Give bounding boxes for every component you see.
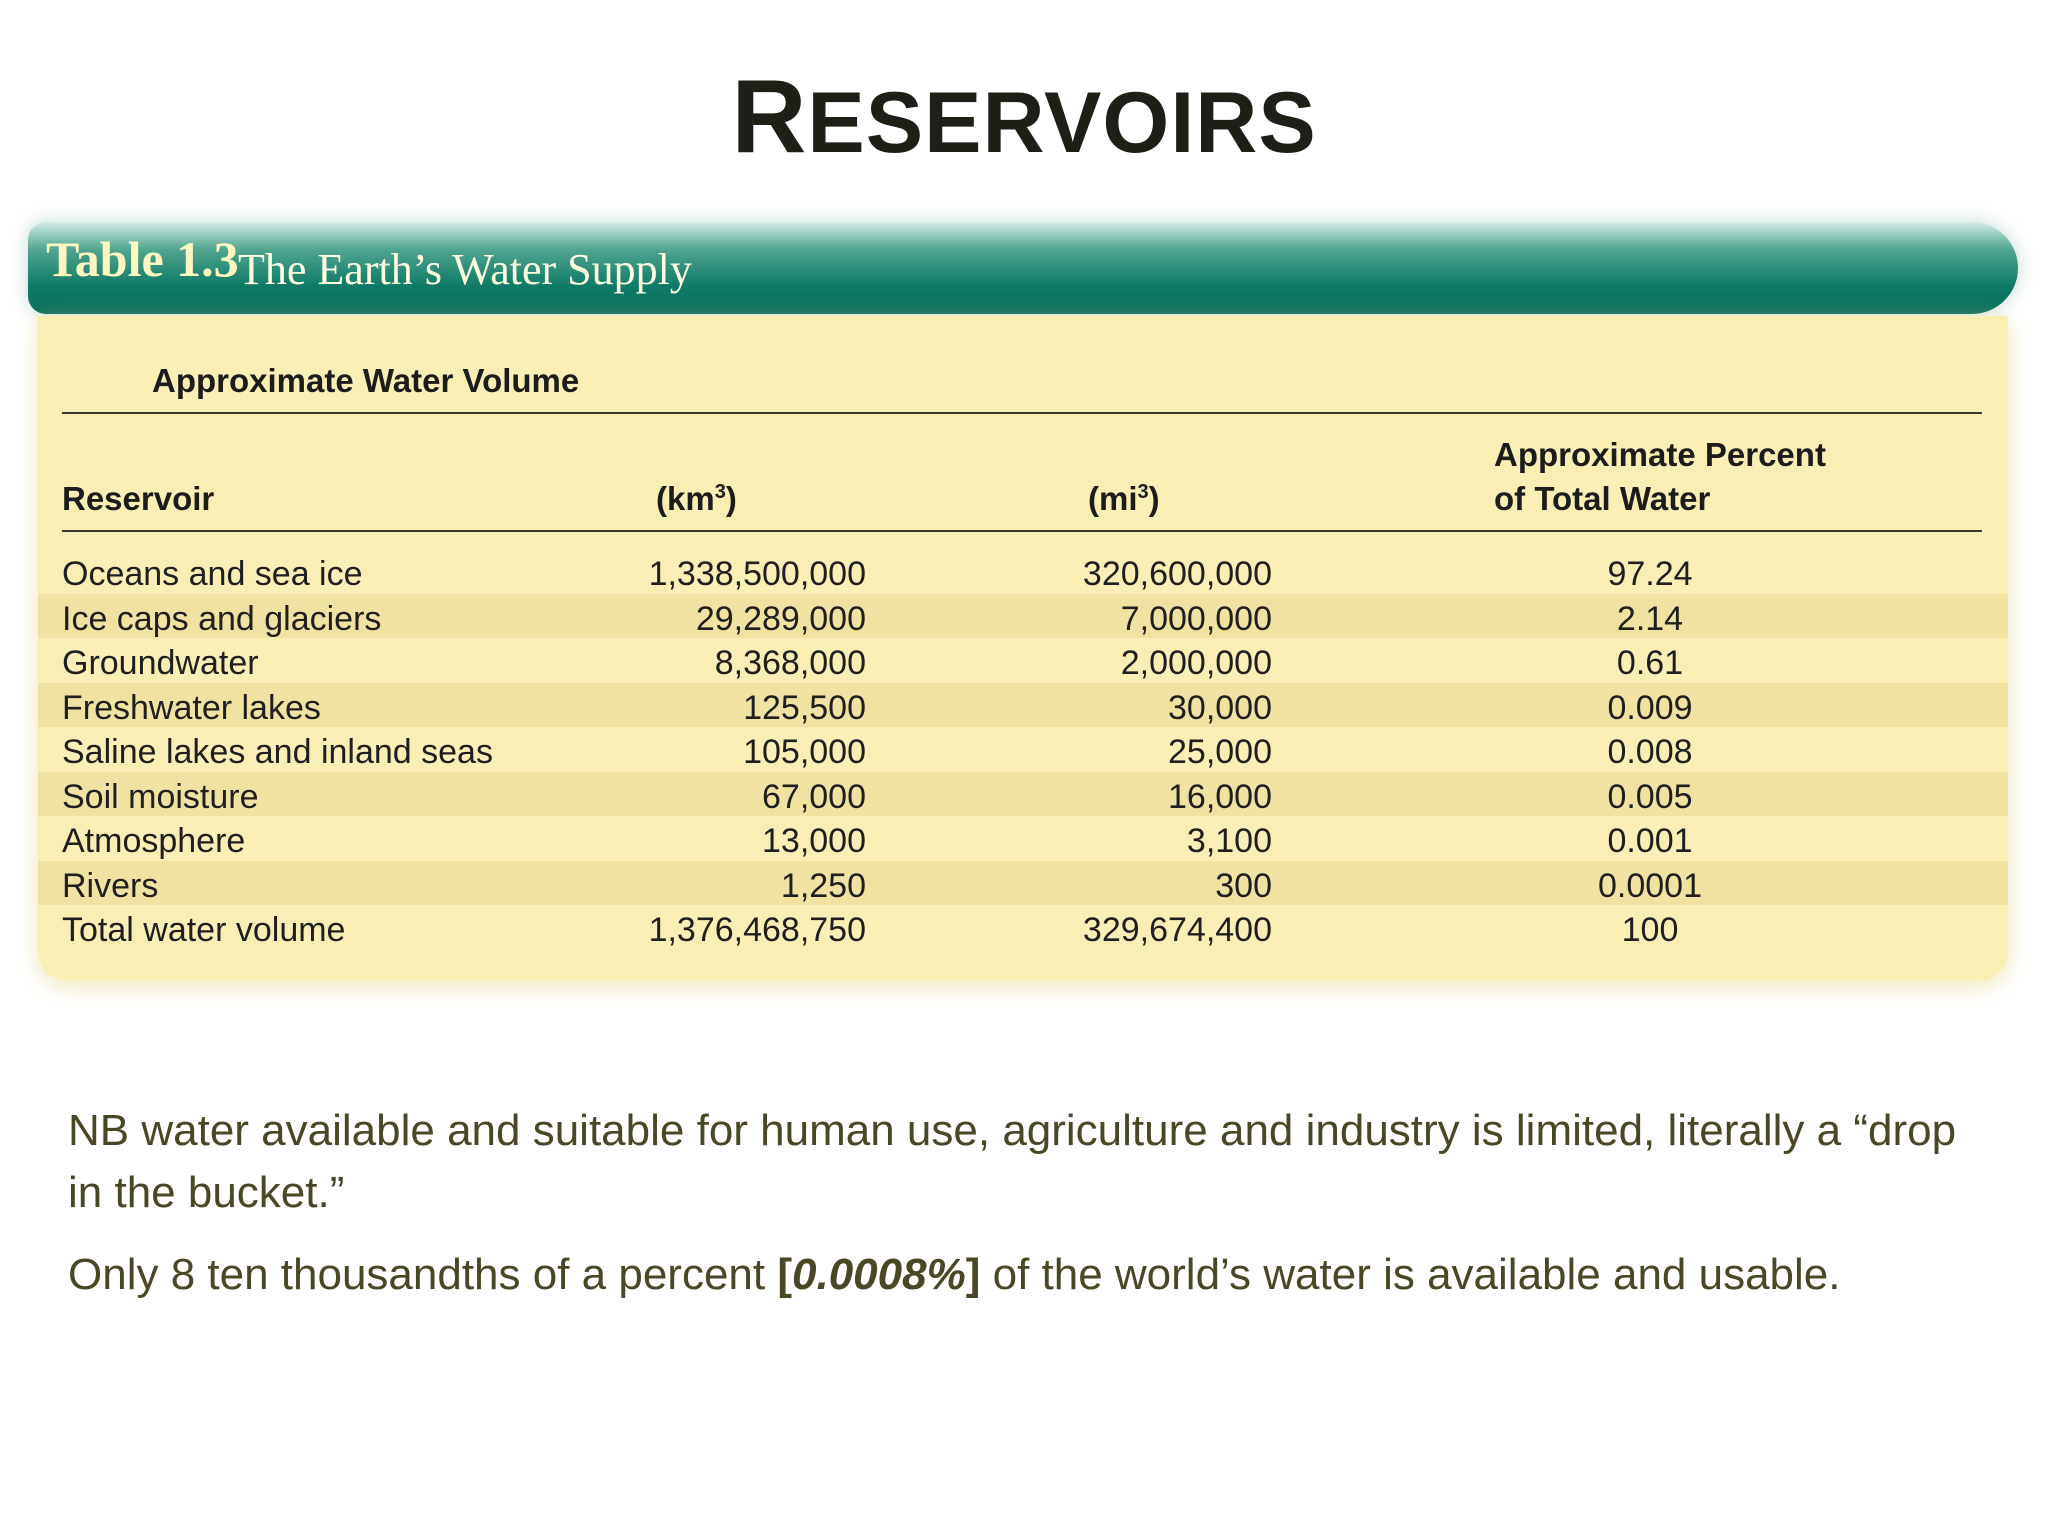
usable-percent-value: 0.0008% bbox=[792, 1250, 966, 1299]
row-reservoir-name: Atmosphere bbox=[62, 822, 246, 860]
table-title: The Earth’s Water Supply bbox=[238, 245, 692, 294]
header-mi3: $(mi^3)$ bbox=[1088, 480, 1160, 517]
header-km3: $(km^3)$ bbox=[656, 480, 737, 517]
row-volume-km3: 125,500 bbox=[743, 689, 866, 727]
note-drop-in-bucket: NB water available and suitable for human use, agriculture and industry is limited, literally a “drop in the bucket.” bbox=[68, 1106, 1957, 1217]
row-volume-mi3: 329,674,400 bbox=[1082, 911, 1272, 949]
row-reservoir-name: Total water volume bbox=[62, 911, 346, 949]
row-reservoir-name: Saline lakes and inland seas bbox=[62, 733, 493, 771]
table-number: Table 1.3 bbox=[46, 231, 239, 287]
row-reservoir-name: Soil moisture bbox=[62, 778, 259, 816]
row-reservoir-name: Freshwater lakes bbox=[62, 689, 321, 727]
header-rule bbox=[62, 530, 1982, 532]
row-percent: 0.001 bbox=[1607, 822, 1693, 860]
row-volume-km3: 8,368,000 bbox=[714, 644, 866, 682]
row-percent: 0.0001 bbox=[1598, 867, 1702, 905]
row-percent: 0.009 bbox=[1607, 689, 1693, 727]
row-volume-km3: 29,289,000 bbox=[695, 600, 866, 638]
row-reservoir-name: Rivers bbox=[62, 867, 159, 905]
row-volume-km3: 1,250 bbox=[780, 867, 866, 905]
row-volume-km3: 1,376,468,750 bbox=[648, 911, 866, 949]
row-volume-mi3: 7,000,000 bbox=[1120, 600, 1272, 638]
row-percent: 0.008 bbox=[1607, 733, 1693, 771]
header-reservoir: Reservoir bbox=[62, 480, 215, 517]
row-volume-mi3: 320,600,000 bbox=[1082, 555, 1272, 593]
row-volume-mi3: 2,000,000 bbox=[1120, 644, 1272, 682]
header-percent-line1: Approximate Percent bbox=[1494, 436, 1826, 473]
row-volume-mi3: 25,000 bbox=[1168, 733, 1272, 771]
header-percent-line2: of Total Water bbox=[1494, 480, 1711, 517]
note-usable-water: Only 8 ten thousandths of a percent [0.0008%] of the world’s water is available and usable. bbox=[68, 1250, 1841, 1299]
page-title: RESERVOIRS bbox=[731, 59, 1317, 175]
row-percent: 2.14 bbox=[1616, 600, 1684, 638]
row-volume-km3: 105,000 bbox=[743, 733, 866, 771]
row-percent: 97.24 bbox=[1607, 555, 1693, 593]
table-banner bbox=[28, 222, 2018, 314]
row-volume-km3: 1,338,500,000 bbox=[648, 555, 866, 593]
row-volume-km3: 13,000 bbox=[762, 822, 866, 860]
row-volume-km3: 67,000 bbox=[762, 778, 866, 816]
row-reservoir-name: Ice caps and glaciers bbox=[62, 600, 382, 638]
row-volume-mi3: 300 bbox=[1215, 867, 1272, 905]
row-reservoir-name: Oceans and sea ice bbox=[62, 555, 363, 593]
row-reservoir-name: Groundwater bbox=[62, 644, 259, 682]
row-percent: 0.005 bbox=[1607, 778, 1693, 816]
row-volume-mi3: 3,100 bbox=[1186, 822, 1272, 860]
section-heading: Approximate Water Volume bbox=[152, 362, 580, 399]
row-percent: 100 bbox=[1621, 911, 1679, 949]
row-volume-mi3: 16,000 bbox=[1168, 778, 1272, 816]
row-percent: 0.61 bbox=[1616, 644, 1684, 682]
row-volume-mi3: 30,000 bbox=[1168, 689, 1272, 727]
section-rule bbox=[62, 412, 1982, 414]
